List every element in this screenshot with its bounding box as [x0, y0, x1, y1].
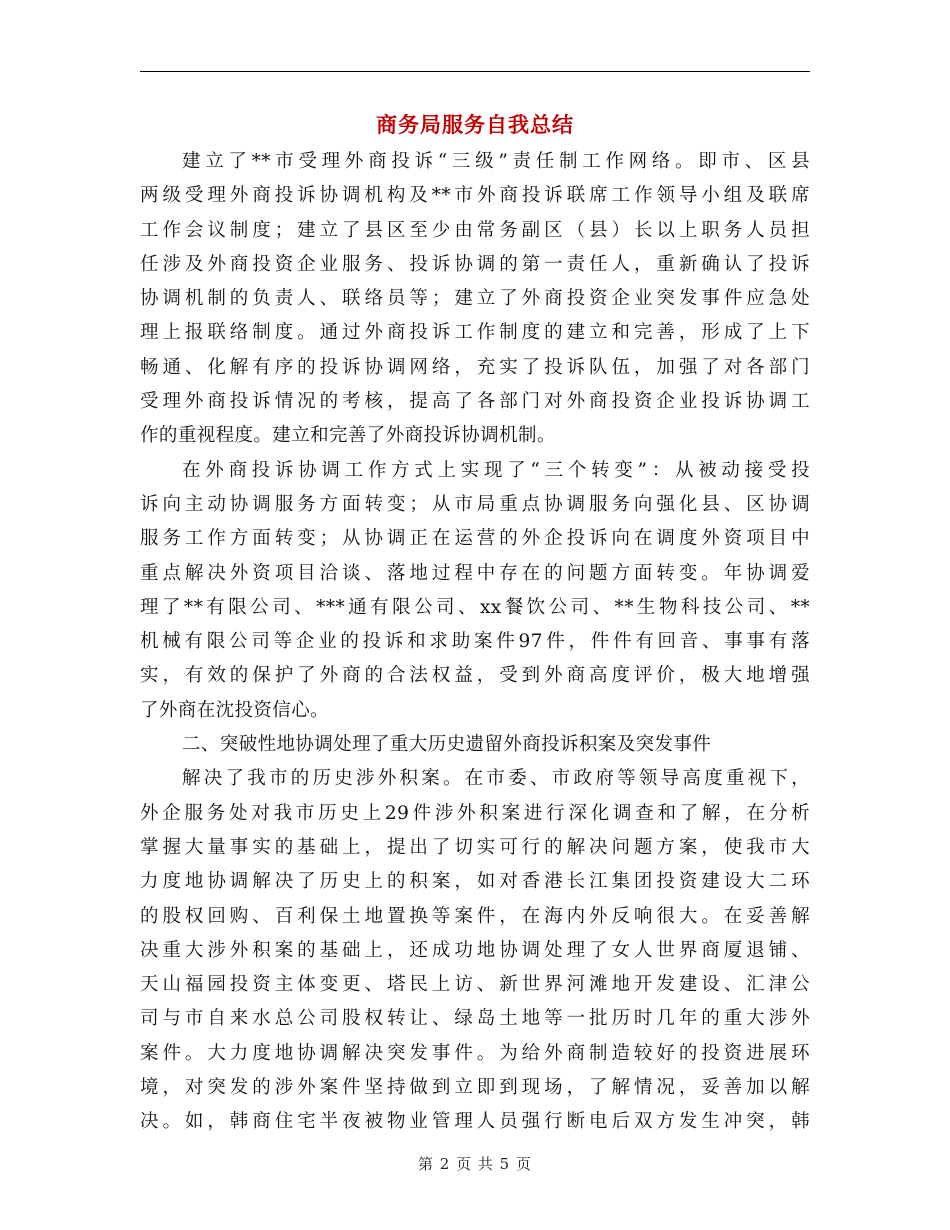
document-title: 商务局服务自我总结: [376, 113, 574, 137]
body-text-line: 司与市自来水总公司股权转让、绿岛土地等一批历时几年的重大涉外: [140, 1008, 810, 1030]
body-text-line: 协调机制的负责人、联络员等；建立了外商投资企业突发事件应急处: [140, 288, 810, 310]
body-text-line: 实，有效的保护了外商的合法权益，受到外商高度评价，极大地增强: [140, 665, 810, 687]
body-text-line: 任涉及外商投资企业服务、投诉协调的第一责任人，重新确认了投诉: [140, 253, 810, 275]
body-text-line: 天山福园投资主体变更、塔民上访、新世界河滩地开发建设、汇津公: [140, 974, 810, 996]
body-text-line: 建立了**市受理外商投诉“三级”责任制工作网络。即市、区县: [182, 151, 810, 172]
body-text-line: 畅通、化解有序的投诉协调网络，充实了投诉队伍，加强了对各部门: [140, 356, 810, 378]
body-text-line: 解决了我市的历史涉外积案。在市委、市政府等领导高度重视下，: [182, 768, 810, 790]
body-text-line: 二、突破性地协调处理了重大历史遗留外商投诉积案及突发事件: [182, 734, 712, 756]
body-text-line: 力度地协调解决了历史上的积案，如对香港长江集团投资建设大二环: [140, 871, 810, 893]
body-text-line: 理上报联络制度。通过外商投诉工作制度的建立和完善，形成了上下: [140, 322, 810, 344]
body-text-line: 机械有限公司等企业的投诉和求助案件97件，件件有回音、事事有落: [140, 631, 810, 653]
body-text-line: 的股权回购、百利保土地置换等案件，在海内外反响很大。在妥善解: [140, 905, 810, 927]
header-rule: [140, 71, 810, 72]
body-text-line: 理了**有限公司、***通有限公司、xx餐饮公司、**生物科技公司、**: [140, 596, 810, 618]
body-text-line: 工作会议制度；建立了县区至少由常务副区（县）长以上职务人员担: [140, 219, 810, 241]
body-text-line: 决重大涉外积案的基础上，还成功地协调处理了女人世界商厦退铺、: [140, 939, 810, 961]
document-body: [140, 145, 810, 1140]
body-text-line: 诉向主动协调服务方面转变；从市局重点协调服务向强化县、区协调: [140, 493, 810, 515]
body-text-line: 两级受理外商投诉协调机构及**市外商投诉联席工作领导小组及联席: [140, 185, 810, 207]
body-text-line: 了外商在沈投资信心。: [140, 699, 330, 721]
body-text-line: 境，对突发的涉外案件坚持做到立即到现场，了解情况，妥善加以解: [140, 1077, 810, 1099]
body-text-line: 外企服务处对我市历史上29件涉外积案进行深化调查和了解，在分析: [140, 802, 810, 824]
body-text-line: 重点解决外资项目洽谈、落地过程中存在的问题方面转变。年协调爱: [140, 562, 810, 584]
page-number: 第 2 页 共 5 页: [418, 1155, 532, 1173]
body-text-line: 决。如，韩商住宅半夜被物业管理人员强行断电后双方发生冲突，韩: [140, 1111, 810, 1133]
body-text-line: 受理外商投诉情况的考核，提高了各部门对外商投资企业投诉协调工: [140, 391, 810, 413]
body-text-line: 服务工作方面转变；从协调正在运营的外企投诉向在调度外资项目中: [140, 528, 810, 550]
body-text-line: 在外商投诉协调工作方式上实现了“三个转变”：从被动接受投: [182, 459, 810, 481]
body-text-line: 案件。大力度地协调解决突发事件。为给外商制造较好的投资进展环: [140, 1042, 810, 1064]
body-text-line: 掌握大量事实的基础上，提出了切实可行的解决问题方案，使我市大: [140, 836, 810, 858]
body-text-line: 作的重视程度。建立和完善了外商投诉协调机制。: [140, 425, 556, 447]
